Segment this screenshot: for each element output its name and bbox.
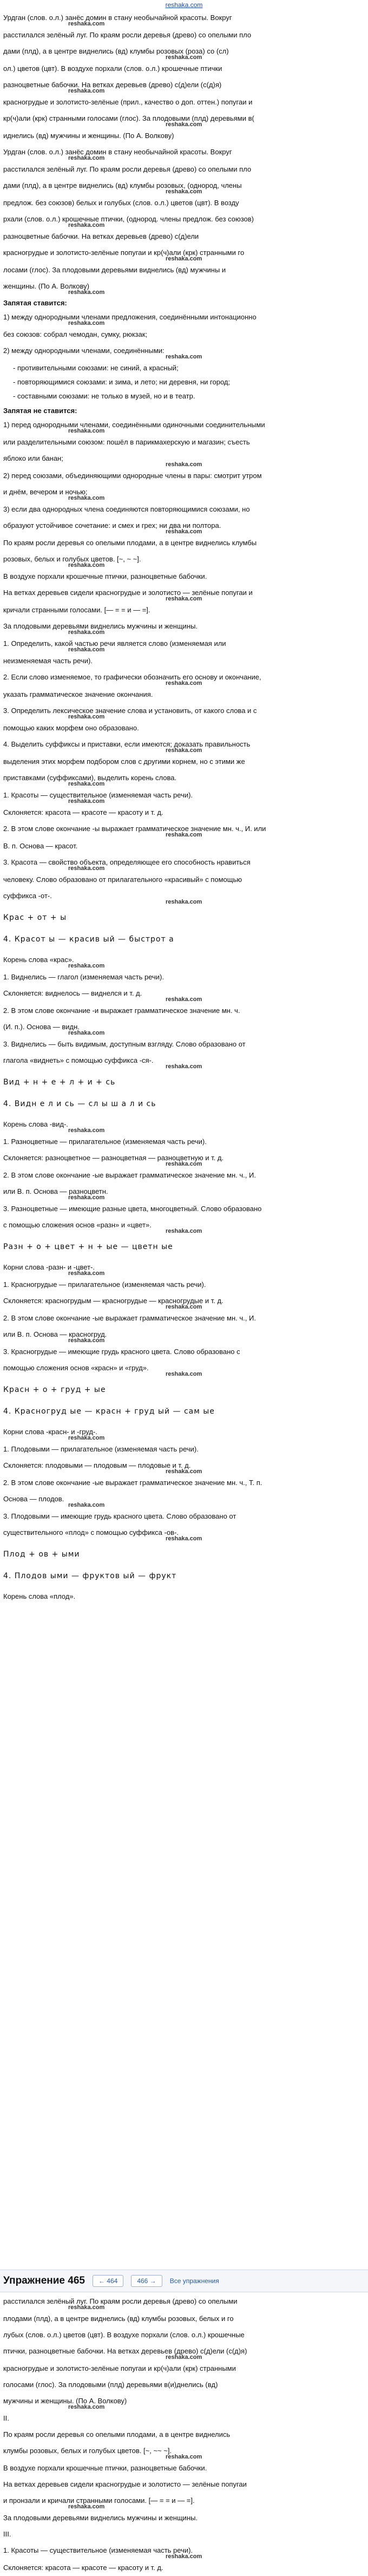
text-line: 2) перед союзами, объединяющими однородные члены в пары: смотрит утром — [3, 472, 262, 480]
text-line: указать грамматическое значение окончания. — [3, 690, 153, 698]
watermark-text: reshaka.com — [166, 256, 202, 262]
tasks — [3, 636, 365, 787]
comma-list — [13, 361, 365, 403]
word-formula-1: Крас + от + ы — [3, 913, 67, 922]
text-line: глагола «виднеть» с помощью суффикса -ся-. — [3, 1056, 154, 1064]
word-formula-9: 4. Плодов ыми — фруктов ый — фрукт — [3, 1572, 177, 1580]
watermark-text: reshaka.com — [68, 289, 105, 296]
text-line: яблоко или банан; — [3, 454, 63, 462]
watermark-text: reshaka.com — [166, 2354, 202, 2361]
text-line: без союзов: собрал чемодан, сумку, рюкзак; — [3, 330, 148, 338]
text-line: ол.) цветов (цвт). В воздухе порхали (слов. о.л.) крошечные птички — [3, 64, 222, 73]
watermark-text: reshaka.com — [166, 54, 202, 61]
site-link[interactable]: reshaka.com — [165, 1, 203, 9]
text-line: По краям росли деревья со опелыми плодами, а в центре виднелись клумбы — [3, 539, 257, 547]
text-line: красногрудые и золотисто-зелёные попугаи и кр(ч)али (крк) странными — [3, 2364, 236, 2372]
analysis-3 — [3, 1116, 365, 1234]
text-line: 3. Виднелись — быть видимым, доступным взгляду. Слово образовано от — [3, 1040, 246, 1048]
text-line: III. — [3, 2530, 11, 2538]
watermark-text: reshaka.com — [166, 996, 202, 1003]
watermark-text: reshaka.com — [68, 781, 105, 787]
text-line: В воздухе порхали крошечные птички, разноцветные бабочки. — [3, 2464, 207, 2472]
watermark-text: reshaka.com — [68, 320, 105, 326]
text-line: Склоняется: красногрудым — красногрудые — красногрудые и т. д. — [3, 1297, 224, 1305]
watermark-text: reshaka.com — [68, 88, 105, 94]
comma-intro — [3, 309, 365, 360]
text-line: 3. Красногрудые — имеющие грудь красного цвета. Слово образовано с — [3, 1348, 240, 1356]
text-line: или В. п. Основа — красногруд. — [3, 1330, 107, 1338]
text-line: 1) между однородными членами предложения, соединёнными интонационно — [3, 313, 257, 321]
text-line: или В. п. Основа — разноцветн. — [3, 1187, 108, 1195]
exercise-nav — [0, 2270, 368, 2292]
section-1 — [3, 10, 365, 144]
text-line: лосами (глос). За плодовыми деревьями виднелись (вд) мужчины и — [3, 266, 226, 274]
text-line: расстилался зелёный луг. По краям росли деревья (древо) со опелыми пло — [3, 31, 252, 39]
solution-text — [0, 10, 368, 1605]
text-line: Урдган (слов. о.л.) занёс домин в стану необычайной красоты. Вокруг — [3, 14, 232, 22]
text-line: расстилался зелёный луг. По краям росли деревья (древо) со опелыми — [3, 2297, 238, 2305]
watermark-text: reshaka.com — [68, 629, 105, 636]
text-line: мужчины и женщины. (По А. Волкову) — [3, 2397, 127, 2405]
text-line: В. п. Основа — красот. — [3, 842, 78, 850]
text-line: кр(ч)али (крк) странными голосами (глос). За плодовыми (плд) деревьями в( — [3, 114, 254, 122]
no-comma-heading: Запятая не ставится: — [3, 407, 77, 415]
text-line: Основа — плодов. — [3, 1495, 64, 1503]
watermark-text: reshaka.com — [68, 2304, 105, 2311]
analysis-6 — [3, 1588, 365, 1605]
word-formula-2: 4. Красот ы — красив ый — быстрот а — [3, 935, 174, 944]
watermark-text: reshaka.com — [68, 646, 105, 653]
text-line: птички, разноцветные бабочки. На ветках деревьев (древо) с(д)ели (с(д)я) — [3, 2347, 247, 2355]
text-line: 2) между однородными членами, соединёнными: — [3, 346, 165, 355]
watermark-text: reshaka.com — [68, 1502, 105, 1508]
text-line: 2. В этом слове окончание -и выражает грамматическое значение мн. ч. — [3, 1006, 240, 1015]
watermark-text: reshaka.com — [68, 428, 105, 434]
word-formula-5: Разн + о + цвет + н + ые — цветн ые — [3, 1243, 173, 1251]
text-line: плодами (плд), а в центре виднелись (вд) клумбы розовых, белых и го — [3, 2315, 234, 2323]
watermark-text: reshaka.com — [166, 680, 202, 687]
word-formula-7: 4. Красногруд ые — красн + груд ый — сам ые — [3, 1407, 215, 1416]
text-line: Корни слова -красн- и -груд-. — [3, 1428, 97, 1436]
text-line: Склоняется: плодовыми — плодовым — плодовые и т. д. — [3, 1461, 191, 1469]
text-line: 3) если два однородных члена соединяются повторяющимися союзами, но — [3, 505, 250, 513]
watermark-text: reshaka.com — [68, 1127, 105, 1134]
analysis-5 — [3, 1424, 365, 1542]
no-comma-text — [3, 417, 365, 636]
text-line: 3. Красота — свойство объекта, определяющее его способность нравиться — [3, 858, 251, 866]
text-line: II. — [3, 2414, 9, 2422]
text-line: расстилался зелёный луг. По краям росли деревья (древо) со опелыми пло — [3, 165, 252, 173]
comma-heading: Запятая ставится: — [3, 299, 67, 307]
text-line: Склоняется: виднелось — виднелся и т. д. — [3, 989, 142, 997]
text-line: образуют устойчивое сочетание: и смех и грех; ни два ни полтора. — [3, 521, 221, 529]
text-line: Урдган (слов. о.л.) занёс домин в стану необычайной красоты. Вокруг — [3, 148, 232, 156]
watermark-text: reshaka.com — [166, 747, 202, 754]
watermark-text: reshaka.com — [166, 1304, 202, 1310]
text-line: - противительными союзами: не синий, а красный; — [13, 361, 365, 375]
text-line: выделения этих морфем подбором слов с другими корнем, но с этими же — [3, 757, 245, 766]
text-line: 1. Виднелись — глагол (изменяемая часть речи). — [3, 973, 164, 981]
text-line: 1. Красоты — существительное (изменяемая часть речи). — [3, 2546, 193, 2554]
text-line: рхали (слов. о.л.) крошечные птички, (однород. члены предлож. без союзов) — [3, 215, 254, 223]
text-line: суффикса -от-. — [3, 892, 52, 900]
watermark-text: reshaka.com — [166, 1063, 202, 1070]
watermark-text: reshaka.com — [166, 1161, 202, 1167]
text-line: 2. В этом слове окончание -ы выражает грамматическое значение мн. ч., И. или — [3, 825, 266, 833]
watermark-text: reshaka.com — [166, 528, 202, 535]
text-line: лубых (слов. о.л.) цветов (цвт). В воздухе порхали (слов. о.л.) крошечные — [3, 2331, 245, 2339]
watermark-text: reshaka.com — [68, 222, 105, 228]
watermark-text: reshaka.com — [166, 1468, 202, 1475]
watermark-text: reshaka.com — [166, 461, 202, 468]
watermark-text: reshaka.com — [68, 2404, 105, 2410]
exercise-title: Упражнение 465 — [3, 2275, 85, 2286]
text-line: За плодовыми деревьями виднелись мужчины и женщины. — [3, 622, 198, 630]
watermark-text: reshaka.com — [166, 121, 202, 128]
watermark-text: reshaka.com — [166, 1228, 202, 1234]
text-line: На ветках деревьев сидели красногрудые и золотисто — зелёные попугаи — [3, 2480, 247, 2488]
text-line: Корни слова -разн- и -цвет-. — [3, 1263, 95, 1271]
watermark-text: reshaka.com — [68, 963, 105, 969]
text-line: - повторяющимися союзами: и зима, и лето; ни деревня, ни город; — [13, 375, 365, 389]
text-line: человеку. Слово образовано от прилагательного «красивый» с помощью — [3, 875, 242, 884]
text-line: Корень слова -вид-. — [3, 1120, 68, 1128]
text-line: 3. Определить лексическое значение слова и установить, от какого слова и с — [3, 707, 257, 715]
text-line: В воздухе порхали крошечные птички, разноцветные бабочки. — [3, 572, 207, 580]
text-line: На ветках деревьев сидели красногрудые и золотисто — зелёные попугаи и — [3, 589, 253, 597]
text-line: 2. В этом слове окончание -ые выражает грамматическое значение мн. ч., И. — [3, 1314, 256, 1322]
text-line: 1. Красоты — существительное (изменяемая часть речи). — [3, 791, 193, 799]
section-2 — [3, 144, 365, 296]
text-line: 3. Плодовыми — имеющие грудь красного цвета. Слово образовано от — [3, 1512, 236, 1520]
text-line: 2. В этом слове окончание -ые выражает грамматическое значение мн. ч., И. — [3, 1171, 256, 1179]
word-formula-6: Красн + о + груд + ые — [3, 1385, 106, 1394]
watermark-text: reshaka.com — [166, 354, 202, 360]
watermark-text: reshaka.com — [68, 155, 105, 161]
watermark-text: reshaka.com — [166, 596, 202, 602]
text-line: приставками (суффиксами), выделить корень слова. — [3, 774, 177, 782]
analysis-1 — [3, 787, 365, 905]
text-line: и пронзали и кричали странными голосами. [— = = и — =]. — [3, 2496, 195, 2505]
analysis-2 — [3, 952, 365, 1070]
text-line: и днём, вечером и ночью; — [3, 488, 88, 496]
text-line: красногрудые и золотисто-зелёные (прил., качество о доп. оттен.) попугаи и — [3, 98, 253, 106]
text-line: 1. Определить, какой частью речи является слово (изменяемая или — [3, 639, 226, 648]
watermark-text: reshaka.com — [68, 798, 105, 805]
watermark-text: reshaka.com — [68, 21, 105, 27]
watermark-text: reshaka.com — [68, 1194, 105, 1201]
prev-exercise-button[interactable]: ← 464 — [93, 2275, 123, 2287]
text-line: неизменяемая часть речи). — [3, 657, 93, 665]
text-line: Склоняется: разноцветное — разноцветная — разноцветную и т. д. — [3, 1154, 224, 1162]
text-line: клумбы розовых, белых и голубых цветов. [~, ~~ ~]. — [3, 2447, 172, 2455]
text-line: Корень слова «плод». — [3, 1592, 76, 1600]
watermark-text: reshaka.com — [166, 832, 202, 838]
text-line: 1. Красногрудые — прилагательное (изменяемая часть речи). — [3, 1280, 206, 1289]
text-line: иднелись (вд) мужчины и женщины. (По А. Волкову) — [3, 132, 174, 140]
text-line: 2. В этом слове окончание -ые выражает грамматическое значение мн. ч., Т. п. — [3, 1479, 262, 1487]
watermark-text: reshaka.com — [68, 1030, 105, 1036]
watermark-text: reshaka.com — [68, 1337, 105, 1344]
text-line: дами (плд), а в центре виднелись (вд) клумбы розовых (роза) со (сл) — [3, 47, 229, 55]
watermark-text: reshaka.com — [68, 714, 105, 720]
text-line: кричали странными голосами. [— = = и — =]. — [3, 606, 150, 614]
text-line: (И. п.). Основа — видн. — [3, 1023, 80, 1031]
watermark-text: reshaka.com — [68, 1435, 105, 1441]
next-exercise-button[interactable]: 466 → — [131, 2275, 162, 2287]
text-line: 1. Разноцветные — прилагательное (изменяемая часть речи). — [3, 1137, 207, 1146]
text-line: 1. Плодовыми — прилагательное (изменяемая часть речи). — [3, 1445, 199, 1453]
text-line: помощью сложения основ «красн» и «груд». — [3, 1364, 149, 1372]
watermark-text: reshaka.com — [166, 2553, 202, 2560]
watermark-text: reshaka.com — [68, 865, 105, 872]
text-line: голосами (глос). За плодовыми (плд) деревьями в(и)днелись (вд) — [3, 2381, 218, 2389]
text-line: с помощью сложения основ «разн» и «цвет». — [3, 1221, 152, 1229]
text-line: разноцветные бабочки. На ветках деревьев (древо) с(д)ели (с(д)я) — [3, 81, 222, 89]
word-formula-8: Плод + ов + ыми — [3, 1550, 80, 1559]
word-formula-3: Вид + н + е + л + и + сь — [3, 1078, 116, 1087]
text-line: разноцветные бабочки. На ветках деревьев (древо) с(д)ели — [3, 232, 199, 240]
text-line: 3. Разноцветные — имеющие разные цвета, многоцветный. Слово образовано — [3, 1205, 262, 1213]
text-line: 2. Если слово изменяемое, то графически обозначить его основу и окончание, — [3, 673, 261, 681]
text-line: предлож. без союзов) белых и голубых (слов. о.л.) цветов (цвт). В возду — [3, 199, 239, 207]
analysis-4 — [3, 1259, 365, 1377]
text-line: Склоняется: красота — красоте — красоту и т. д. — [3, 2564, 163, 2572]
watermark-text: reshaka.com — [68, 2503, 105, 2510]
watermark-text: reshaka.com — [68, 495, 105, 501]
text-line: - составными союзами: не только в музей, но и в театр. — [13, 389, 365, 403]
watermark-text: reshaka.com — [166, 1371, 202, 1377]
watermark-text: reshaka.com — [166, 899, 202, 905]
text-line: Склоняется: красота — красоте — красоту и т. д. — [3, 808, 163, 816]
watermark-text: reshaka.com — [166, 1535, 202, 1542]
next-exercise-preview — [3, 2293, 365, 2576]
watermark-text: reshaka.com — [166, 2454, 202, 2460]
text-line: розовых, белых и голубых цветов. [~, ~ ~]. — [3, 555, 141, 563]
text-line: красногрудые и золотисто-зелёные попугаи и кр(ч)али (крк) странными го — [3, 249, 245, 257]
text-line: Корень слова «крас». — [3, 956, 74, 964]
text-line: 1) перед однородными членами, соединёнными одиночными соединительными — [3, 421, 265, 429]
watermark-text: reshaka.com — [166, 188, 202, 195]
all-exercises-link[interactable]: Все упражнения — [169, 2277, 219, 2285]
text-line: помощью каких морфем оно образовано. — [3, 724, 139, 732]
watermark-text: reshaka.com — [68, 1270, 105, 1277]
text-line: или разделительными союзом: пошёл в парикмахерскую и магазин; съесть — [3, 438, 250, 446]
text-line: По краям росли деревья со опелыми плодами, а в центре виднелись — [3, 2430, 231, 2438]
text-line: дами (плд), а в центре виднелись (вд) клумбы розовых, (однород, члены — [3, 181, 242, 189]
text-line: существительного «плод» с помощью суффикса -ов-. — [3, 1528, 179, 1537]
text-line: женщины. (По А. Волкову) — [3, 282, 89, 290]
text-line: За плодовыми деревьями виднелись мужчины и женщины. — [3, 2514, 198, 2522]
text-line: 4. Выделить суффиксы и приставки, если имеются; доказать правильность — [3, 740, 251, 748]
word-formula-4: 4. Видн е л и сь — сл ы ш а л и сь — [3, 1100, 156, 1108]
watermark-text: reshaka.com — [68, 562, 105, 568]
